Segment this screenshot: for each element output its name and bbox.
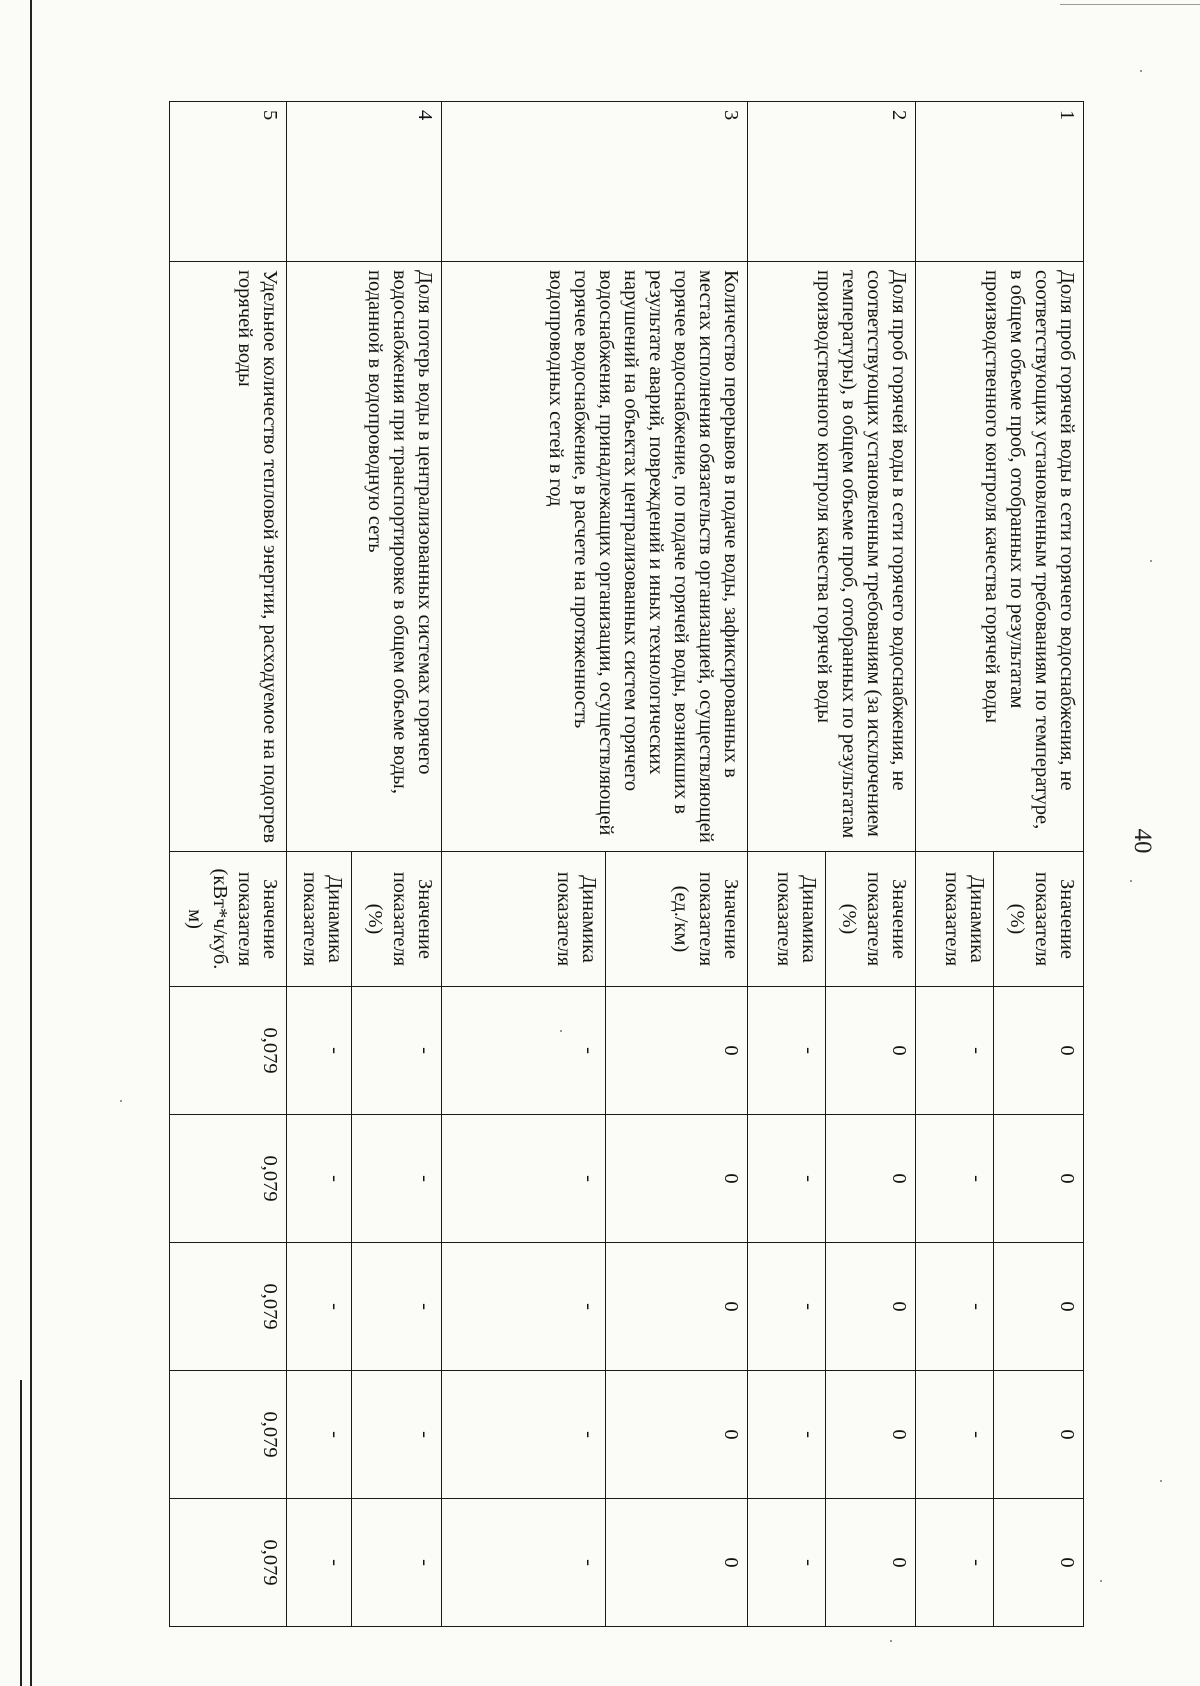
dynamics-cell: - (748, 1115, 826, 1243)
dynamics-cell: - (442, 1115, 606, 1243)
value-cell: 0 (825, 1499, 915, 1627)
scan-margin-line (1060, 4, 1200, 5)
table-row (352, 102, 442, 1627)
scan-speck (1100, 1580, 1102, 1582)
value-cell: 0,079 (170, 1115, 287, 1243)
dynamics-cell: - (442, 1499, 606, 1627)
scan-speck (120, 1100, 122, 1102)
value-cell: 0 (993, 1499, 1083, 1627)
row-number: 5 (170, 102, 287, 262)
value-cell: 0 (825, 1371, 915, 1499)
value-cell: - (352, 1371, 442, 1499)
value-cell: 0 (606, 1499, 748, 1627)
dynamics-cell: - (287, 1371, 352, 1499)
dynamics-cell: - (916, 1115, 994, 1243)
row-number: 3 (442, 102, 748, 262)
value-cell: 0,079 (170, 1499, 287, 1627)
value-cell: - (352, 1499, 442, 1627)
rotated-page-content (169, 101, 1156, 1626)
value-cell: 0 (606, 1115, 748, 1243)
row-number: 1 (916, 102, 1084, 262)
indicators-table (169, 101, 1084, 1627)
value-cell: 0 (825, 1243, 915, 1371)
indicator-name: Доля проб горячей воды в сети горячего водоснабжения, не соответствующих установленным требованиям по температуре, в общем объеме проб, отобранных по результатам производственного контроля качества горячей воды (916, 262, 1084, 852)
indicator-name: Доля проб горячей воды в сети горячего водоснабжения, не соответствующих установленным требованиям (за исключением температуры), в общем объеме проб, отобранных по результатам производственного контроля качества горячей воды (748, 262, 916, 852)
value-cell: 0,079 (170, 1371, 287, 1499)
dynamics-cell: - (442, 987, 606, 1115)
value-cell: 0 (825, 987, 915, 1115)
dynamics-cell: - (748, 1499, 826, 1627)
indicator-unit-dynamics: Динамика показателя (287, 852, 352, 987)
indicator-unit-dynamics: Динамика показателя (916, 852, 994, 987)
indicator-name: Удельное количество тепловой энергии, расходуемое на подогрев горячей воды (170, 262, 287, 852)
dynamics-cell: - (442, 1243, 606, 1371)
dynamics-cell: - (916, 987, 994, 1115)
dynamics-cell: - (916, 1243, 994, 1371)
table-row (993, 102, 1083, 1627)
dynamics-cell: - (748, 987, 826, 1115)
value-cell: 0 (606, 1371, 748, 1499)
value-cell: 0 (993, 1371, 1083, 1499)
row-number: 2 (748, 102, 916, 262)
row-number: 4 (287, 102, 442, 262)
scan-speck (1160, 1480, 1162, 1482)
indicator-unit-value: Значение показателя (%) (352, 852, 442, 987)
value-cell: 0 (606, 987, 748, 1115)
indicator-unit-value: Значение показателя (ед./км) (606, 852, 748, 987)
page-number: 40 (1129, 828, 1156, 854)
dynamics-cell: - (748, 1371, 826, 1499)
indicator-unit-dynamics: Динамика показателя (442, 852, 606, 987)
indicator-unit-value: Значение показателя (кВт*ч/куб. м) (170, 852, 287, 987)
dynamics-cell: - (916, 1499, 994, 1627)
scan-speck (1140, 70, 1142, 72)
scan-margin-line (30, 0, 32, 1686)
indicator-unit-value: Значение показателя (%) (993, 852, 1083, 987)
indicator-name: Доля потерь воды в централизованных системах горячего водоснабжения при транспортировке в общем объеме воды, поданной в водопроводную сеть (287, 262, 442, 852)
value-cell: 0 (993, 1243, 1083, 1371)
value-cell: 0,079 (170, 987, 287, 1115)
indicator-name: Количество перерывов в подаче воды, зафиксированных в местах исполнения обязательств организацией, осуществляющей горячее водоснабжение, по подаче горячей воды, возникших в результате аварий, повреждений и иных технологических нарушений на объектах централизованных систем горячего водоснабжения, принадлежащих организации, осуществляющей горячее водоснабжение, в расчете на протяженность водопроводных сетей в год (442, 262, 748, 852)
dynamics-cell: - (287, 1243, 352, 1371)
value-cell: 0 (825, 1115, 915, 1243)
dynamics-cell: - (287, 1499, 352, 1627)
table-row (606, 102, 748, 1627)
table-row (170, 102, 287, 1627)
value-cell: 0,079 (170, 1243, 287, 1371)
value-cell: - (352, 1243, 442, 1371)
dynamics-cell: - (287, 1115, 352, 1243)
value-cell: 0 (993, 987, 1083, 1115)
dynamics-cell: - (748, 1243, 826, 1371)
indicator-unit-dynamics: Динамика показателя (748, 852, 826, 987)
dynamics-cell: - (916, 1371, 994, 1499)
dynamics-cell: - (287, 987, 352, 1115)
value-cell: - (352, 1115, 442, 1243)
scan-margin-line (20, 1380, 22, 1686)
value-cell: - (352, 987, 442, 1115)
table-row (825, 102, 915, 1627)
value-cell: 0 (606, 1243, 748, 1371)
indicator-unit-value: Значение показателя (%) (825, 852, 915, 987)
value-cell: 0 (993, 1115, 1083, 1243)
scan-speck (1150, 560, 1152, 562)
dynamics-cell: - (442, 1371, 606, 1499)
scan-speck (890, 1640, 892, 1642)
